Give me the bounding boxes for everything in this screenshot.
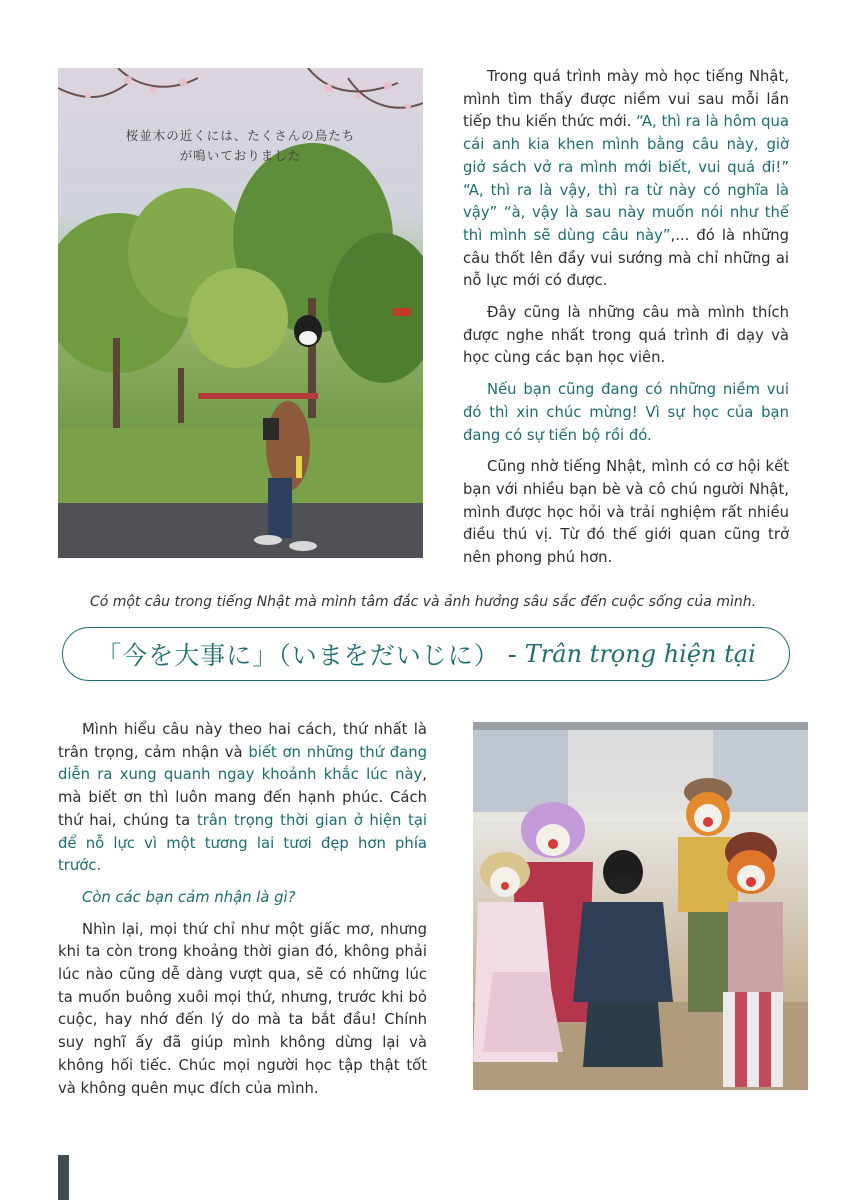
quote-vietnamese: Trân trọng hiện tại xyxy=(524,640,756,668)
highlighted-text: trân trọng thời gian ở hiện tại để nỗ lực vì một tương lai tươi đẹp hơn phía trước. xyxy=(58,811,427,875)
park-photo xyxy=(58,68,423,558)
clowns-group-photo xyxy=(473,722,808,1090)
photo-overlay-text-line1: 桜並木の近くには、たくさんの鳥たち xyxy=(125,128,356,143)
caption: Có một câu trong tiếng Nhật mà mình tâm đắc và ảnh hưởng sâu sắc đến cuộc sống của mình. xyxy=(89,594,757,610)
paragraph xyxy=(463,66,789,293)
paragraph: Nhìn lại, mọi thứ chỉ như một giấc mơ, nhưng khi ta còn trong khoảng thời gian đó, không phải lúc nào cũng dễ dàng vượt qua, sẽ có những lúc ta muốn buông xuôi mọi thứ, nhưng, trước khi bỏ cuộc, hay nhớ đến lý do mà ta bắt đầu! Chính suy nghĩ ấy đã giúp mình không dừng lại và không hối tiếc. Chúc mọi người học tập thật tốt và không quên mục đích của mình. xyxy=(58,920,427,1097)
paragraph: Cũng nhờ tiếng Nhật, mình có cơ hội kết bạn với nhiều bạn bè và cô chú người Nhật, mình được học hỏi và trải nghiệm rất nhiều điều thú vị. Từ đó thế giới quan cũng trở nên phong phú hơn. xyxy=(463,458,789,567)
highlighted-paragraph: Nếu bạn cũng đang có những niềm vui đó thì xin chúc mừng! Vì sự học của bạn đang có sự tiến bộ rồi đó. xyxy=(463,381,789,444)
quote-dash: - xyxy=(507,639,517,669)
highlighted-text: biết ơn những thứ đang diễn ra xung quanh ngay khoảnh khắc lúc này xyxy=(58,743,427,784)
right-column-text xyxy=(463,66,789,579)
clowns-group-illustration xyxy=(473,722,808,1090)
footer-accent-bar xyxy=(58,1155,69,1200)
text-span: ,... đó là những câu thốt lên đầy vui sướng mà chỉ những ai nỗ lực mới có được. xyxy=(463,226,789,290)
left-column-text xyxy=(58,719,427,1109)
paragraph: Đây cũng là những câu mà mình thích được nghe nhất trong quá trình đi dạy và học cùng các bạn học viên. xyxy=(463,304,789,367)
text-span: , mà biết ơn thì luôn mang đến hạnh phúc. Cách thứ hai, chúng ta xyxy=(58,766,427,829)
highlighted-quote: “A, thì ra là hôm qua cái anh kia khen mình bằng câu này, giờ giở sách vở ra mình mới biết, vui quá đi!” “A, thì ra là vậy, thì ra từ này có nghĩa là vậy” “à, vậy là sau này muốn nói như thế thì mình sẽ dùng câu này” xyxy=(463,113,789,244)
quote-japanese: 「今を大事に」（いまをだいじに） xyxy=(96,641,500,670)
quote-banner xyxy=(62,627,790,681)
paragraph xyxy=(58,719,427,878)
photo-overlay-text-line2: が鳴いておりました xyxy=(179,148,302,163)
text-span: Trong quá trình mày mò học tiếng Nhật, mình tìm thấy được niềm vui sau mỗi lần tiếp thu kiến thức mới. xyxy=(463,68,789,131)
text-span: Mình hiểu câu này theo hai cách, thứ nhất là trân trọng, cảm nhận và xyxy=(58,721,427,761)
question-paragraph: Còn các bạn cảm nhận là gì? xyxy=(82,888,296,906)
